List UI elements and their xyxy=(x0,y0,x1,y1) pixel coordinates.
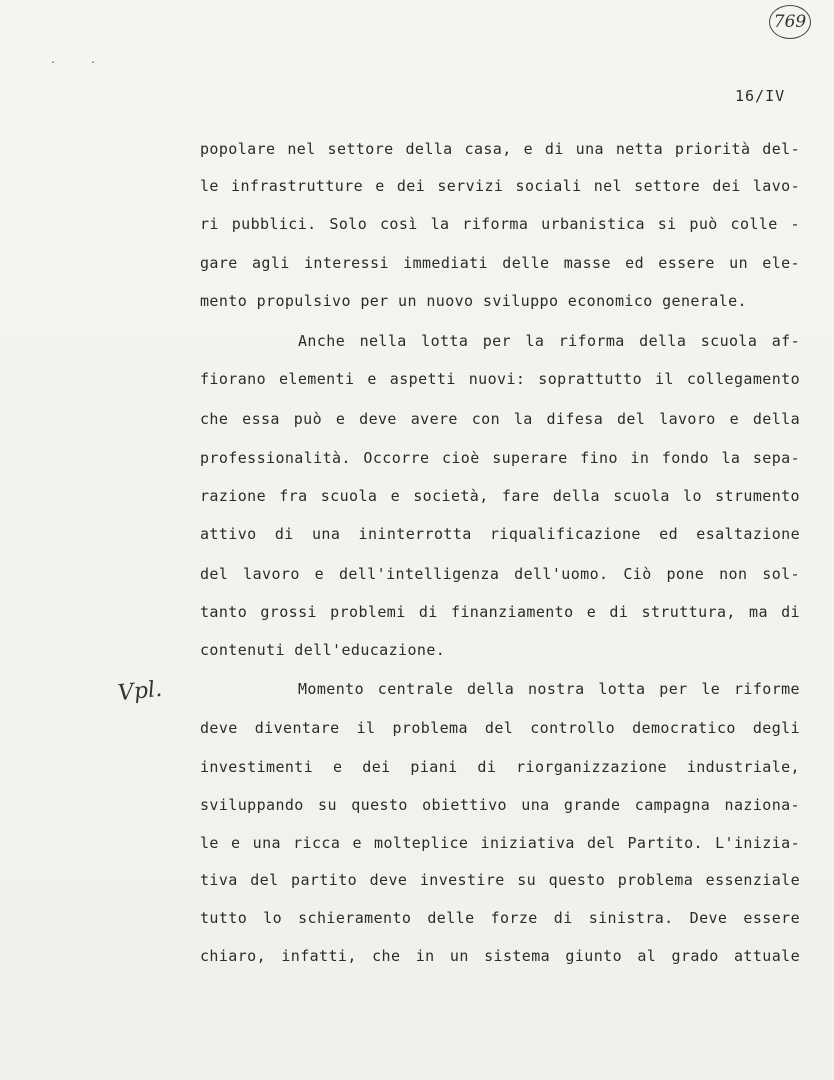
paragraph-first-line: Anche nella lotta per la riforma della scuola af- xyxy=(298,332,800,350)
text-line: mento propulsivo per un nuovo sviluppo economico generale. xyxy=(200,292,747,310)
text-line: sviluppando su questo obiettivo una grande campagna naziona- xyxy=(200,796,800,814)
text-line: razione fra scuola e società, fare della scuola lo strumento xyxy=(200,487,800,505)
text-line: attivo di una ininterrotta riqualificazione ed esaltazione xyxy=(200,525,800,543)
text-line: tanto grossi problemi di finanziamento e di struttura, ma di xyxy=(200,603,800,621)
text-line: tutto lo schieramento delle forze di sinistra. Deve essere xyxy=(200,909,800,927)
text-line: chiaro, infatti, che in un sistema giunto al grado attuale xyxy=(200,947,800,965)
text-line: del lavoro e dell'intelligenza dell'uomo. Ciò pone non sol- xyxy=(200,565,800,583)
text-line: tiva del partito deve investire su questo problema essenziale xyxy=(200,871,800,889)
text-line: popolare nel settore della casa, e di una netta priorità del- xyxy=(200,140,800,158)
text-line: investimenti e dei piani di riorganizzazione industriale, xyxy=(200,758,800,776)
text-line: fiorano elementi e aspetti nuovi: soprattutto il collegamento xyxy=(200,370,800,388)
text-line: le infrastrutture e dei servizi sociali nel settore dei lavo- xyxy=(200,177,800,195)
text-line: professionalità. Occorre cioè superare fino in fondo la sepa- xyxy=(200,449,800,467)
paragraph-first-line: Momento centrale della nostra lotta per le riforme xyxy=(298,680,800,698)
text-line: le e una ricca e molteplice iniziativa del Partito. L'inizia- xyxy=(200,834,800,852)
text-line: deve diventare il problema del controllo democratico degli xyxy=(200,719,800,737)
text-line: ri pubblici. Solo così la riforma urbanistica si può colle - xyxy=(200,215,800,233)
text-line: contenuti dell'educazione. xyxy=(200,641,446,659)
handwritten-margin-note: Vpl. xyxy=(116,676,164,707)
text-line: che essa può e deve avere con la difesa del lavoro e della xyxy=(200,410,800,428)
text-line: gare agli interessi immediati delle masse ed essere un ele- xyxy=(200,254,800,272)
paper-marks: . . xyxy=(50,55,111,66)
archive-number-stamp: 769 xyxy=(769,5,811,39)
page-number: 16/IV xyxy=(735,87,786,105)
